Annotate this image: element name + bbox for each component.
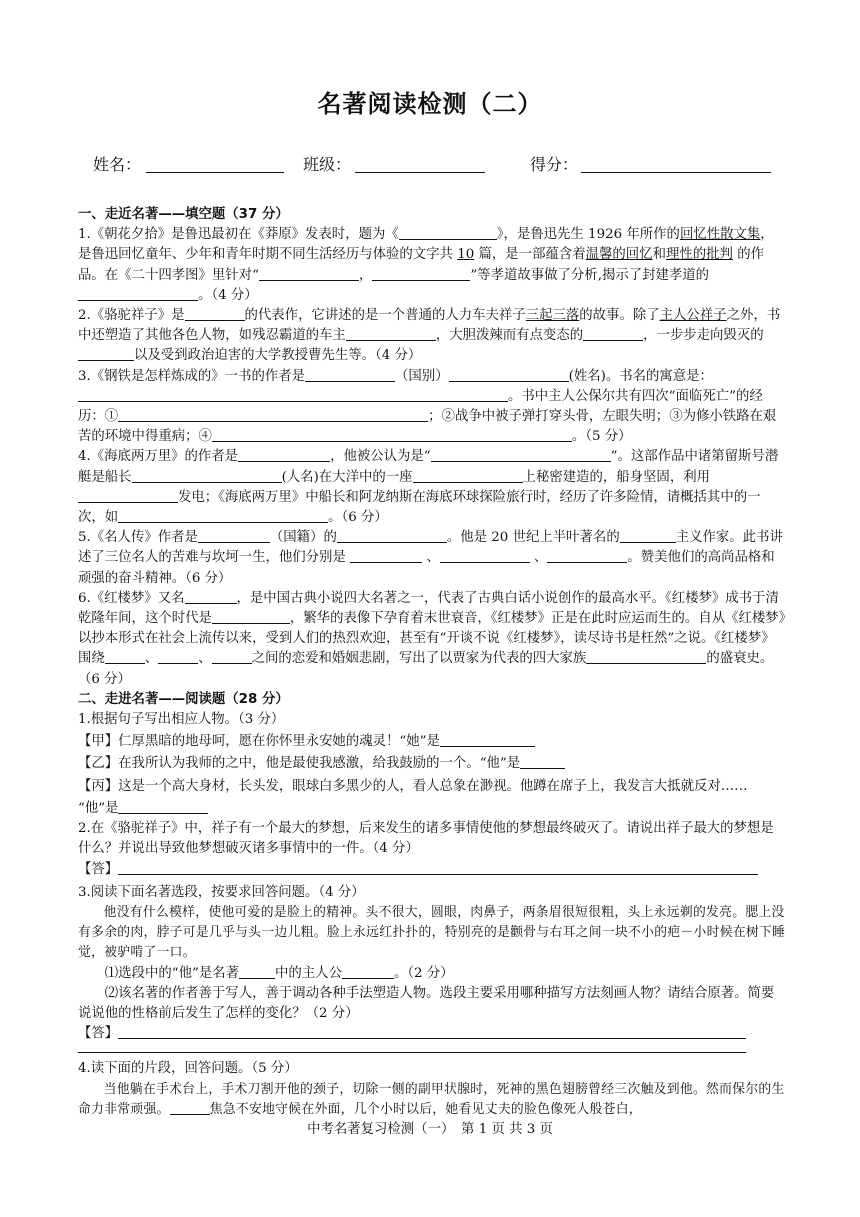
class-label: 班级：: [303, 155, 352, 174]
question-1-1: 1.《朝花夕拾》是鲁迅最初在《莽原》发表时，题为《 》，是鲁迅先生 1926 年所作的回忆性散文集，是鲁迅回忆童年、少年和青年时期不同生活经历与体验的文字共 10 篇，是一部蕴含着温馨的回忆和理性的批判 的作品。在《二十四孝图》里针对“ ， ”等孝道故事做了分析,揭示了封建孝道的。（4 分）: [78, 227, 774, 303]
question-1-6: 6.《红楼梦》又名 ，是中国古典小说四大名著之一，代表了古典白话小说创作的最高水平。《红楼梦》成书于清乾隆年间，这个时代是 ，繁华的表像下孕育着末世衰音，《红楼梦》正是在此时应运而生的。自从《红楼梦》以抄本形式在社会上流传以来，受到人们的热烈欢迎，甚至有“开谈不说《红楼梦》，读尽诗书是枉然”之说。《红楼梦》围绕 、 、 之间的恋爱和婚姻悲剧，写出了以贾家为代表的四大家族 的盛衰史。（6 分）: [78, 590, 786, 687]
blank[interactable]: [399, 225, 497, 240]
blank[interactable]: [337, 528, 447, 543]
blank[interactable]: [78, 488, 178, 503]
answer-line-2[interactable]: [78, 1052, 746, 1053]
question-2-2-stem: 2.在《骆驼祥子》中，祥子有一个最大的梦想，后来发生的诸多事情使他的梦想最终破灭了。请说出祥子最大的梦想是什么？并说出导致他梦想破灭诸多事情中的一件。（4 分）: [78, 821, 774, 857]
question-2-3-passage: 他没有什么模样，使他可爱的是脸上的精神。头不很大，圆眼，肉鼻子，两条眉很短很粗，头上永远剃的发亮。腮上没有多余的肉，脖子可是几乎与头一边儿粗。脸上永远红扑扑的，特别亮的是颧骨与右耳之间一块不小的疤－小时候在树下睡觉，被驴啃了一口。: [78, 904, 786, 961]
blank[interactable]: [198, 528, 270, 543]
question-2-1-stem: 1.根据句子写出相应人物。（3 分）: [78, 712, 285, 728]
question-1-2: 2.《骆驼祥子》是 的代表作，它讲述的是一个普通的人力车夫祥子三起三落的故事。除了主人公祥子之外，书中还塑造了其他各色人物，如残忍霸道的车主 ，大胆泼辣而有点变态的 ，一步步走向毁灭的以及受到政治迫害的大学教授曹先生等。（4 分）: [78, 308, 781, 364]
question-2-3-sub2: ⑵该名著的作者善于写人，善于调动各种手法塑造人物。选段主要采用哪种描写方法刻画人物？请结合原著。简要说说他的性格前后发生了怎样的变化？（2 分）: [78, 985, 775, 1021]
blank[interactable]: [170, 1100, 210, 1115]
question-2-1-bing-answer: “他”是: [78, 799, 786, 819]
blank[interactable]: [520, 754, 565, 769]
page-title: 名著阅读检测（二）: [317, 90, 543, 118]
blank[interactable]: [547, 548, 627, 563]
blank[interactable]: [305, 367, 395, 382]
question-2-3-stem: 3.阅读下面名著选段，按要求回答问题。（4 分）: [78, 884, 365, 900]
blank[interactable]: [440, 732, 535, 747]
blank[interactable]: [238, 447, 330, 462]
question-2-1-jia: 【甲】仁厚黑暗的地母呵，愿在你怀里永安她的魂灵！“她”是: [78, 732, 786, 752]
blank[interactable]: [449, 367, 569, 382]
question-1-5: 5.《名人传》作者是 （国籍）的 。他是 20 世纪上半叶著名的 主义作家。此书讲述了三位名人的苦难与坎坷一生，他们分别是 、 、 。赞美他们的高尚品格和顽强的奋斗精神。（6 分）: [78, 530, 783, 586]
blank[interactable]: [620, 528, 676, 543]
blank[interactable]: [346, 326, 436, 341]
blank[interactable]: [583, 326, 643, 341]
question-1-4: 4.《海底两万里》的作者是 ，他被公认为是“ ”。这部作品中诸第留斯号潜艇是船长 (人名)在大洋中的一座 上秘密建造的，船身坚固，利用发电；《海底两万里》中船长和阿龙纳斯在海底环球探险旅行时，经历了许多险情，请概括其中的一次，如 。（6 分）: [78, 449, 779, 526]
name-field[interactable]: [146, 172, 284, 173]
blank[interactable]: [586, 649, 706, 664]
blank[interactable]: [212, 649, 252, 664]
blank[interactable]: [342, 964, 394, 979]
blank[interactable]: [431, 447, 611, 462]
question-1-3: 3.《钢铁是怎样炼成的》一书的作者是 （国别） (姓名)。书名的寓意是：。书中主人公保尔共有四次“面临死亡”的经历：① ；②战争中被子弹打穿头骨，左眼失明；③为修小铁路在艰苦的环境中得重病；④ 。（5 分）: [78, 368, 777, 445]
blank[interactable]: [78, 387, 508, 402]
blank[interactable]: [440, 548, 530, 563]
question-2-4-passage: 当他躺在手术台上，手术刀割开他的颈子，切除一侧的副甲状腺时，死神的黑色翅膀曾经三次触及到他。然而保尔的生命力非常顽强。 焦急不安地守候在外面，几个小时以后，她看见丈夫的脸色像死人般苍白，: [78, 1081, 785, 1117]
blank[interactable]: [259, 266, 359, 281]
blank[interactable]: [105, 649, 145, 664]
page-footer: 中考名著复习检测（一） 第 1 页 共 3 页: [307, 1122, 553, 1137]
section-2-heading: 二、走进名著——阅读题（28 分）: [78, 691, 289, 707]
exam-content: [78, 205, 786, 1120]
question-2-3-answer: 【答】: [78, 1024, 786, 1044]
section-1-heading: 一、走近名著——填空题（37 分）: [78, 207, 289, 222]
question-2-3-sub1: ⑴选段中的“他”是名著 中的主人公 。（2 分）: [104, 965, 454, 981]
question-2-4-stem: 4.读下面的片段，回答问题。（5 分）: [78, 1061, 298, 1077]
class-field[interactable]: [355, 172, 485, 173]
score-label: 得分：: [530, 155, 579, 174]
blank[interactable]: [118, 799, 208, 814]
question-2-2-answer: 【答】: [78, 860, 786, 880]
score-field[interactable]: [581, 172, 771, 173]
blank[interactable]: [212, 427, 572, 442]
blank[interactable]: [372, 266, 470, 281]
blank[interactable]: [212, 609, 290, 624]
question-2-1-bing: 【丙】这是一个高大身材，长头发，眼球白多黑少的人，看人总象在渺视。他蹲在席子上，我发言大抵就反对……: [78, 778, 748, 794]
answer-line[interactable]: [118, 1024, 746, 1039]
blank[interactable]: [78, 346, 134, 361]
blank[interactable]: [158, 649, 198, 664]
blank[interactable]: [239, 964, 275, 979]
blank[interactable]: [118, 508, 328, 523]
answer-line[interactable]: [118, 860, 758, 875]
blank[interactable]: [78, 286, 198, 301]
blank[interactable]: [350, 548, 422, 563]
name-label: 姓名：: [93, 155, 142, 174]
blank[interactable]: [185, 306, 245, 321]
blank[interactable]: [413, 468, 523, 483]
blank[interactable]: [185, 589, 237, 604]
blank[interactable]: [132, 468, 282, 483]
blank[interactable]: [118, 407, 428, 422]
question-2-1-yi: 【乙】在我所认为我师的之中，他是最使我感激，给我鼓励的一个。“他”是: [78, 754, 786, 774]
